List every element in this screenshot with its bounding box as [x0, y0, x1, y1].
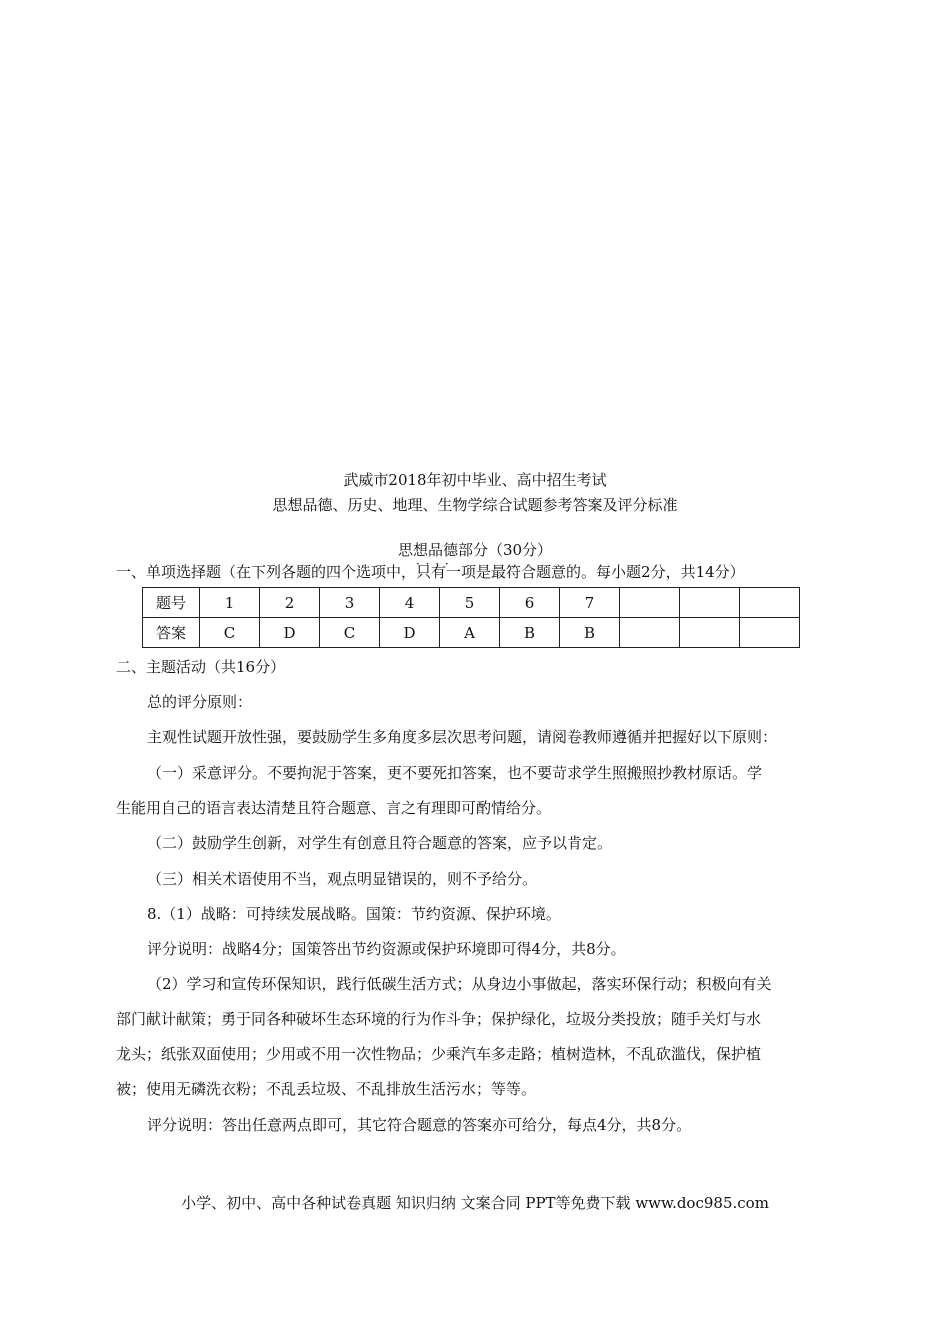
- table-row-answers: [143, 618, 800, 648]
- table-cell: D: [380, 618, 440, 648]
- rule-1-line-2: 生能用自己的语言表达清楚且符合题意、言之有理即可酌情给分。: [116, 799, 552, 817]
- part2-heading: 二、主题活动（共16分）: [116, 658, 286, 676]
- table-cell: [620, 588, 680, 618]
- part1-heading-pre: 一、单项选择题（在下列各题的四个选项中，: [116, 563, 417, 581]
- rule-2: （二）鼓励学生创新，对学生有创意且符合题意的答案，应予以肯定。: [147, 834, 613, 852]
- principles-intro: 主观性试题开放性强，要鼓励学生多角度多层次思考问题，请阅卷教师遵循并把握好以下原则：: [147, 728, 778, 746]
- table-cell: 2: [260, 588, 320, 618]
- question-8-2-score: 评分说明：答出任意两点即可，其它符合题意的答案亦可给分，每点4分，共8分。: [147, 1116, 692, 1134]
- table-cell: 6: [500, 588, 560, 618]
- part1-heading-post: 是最符合题意的。每小题2分，共14分）: [476, 563, 745, 581]
- table-cell: [680, 618, 740, 648]
- answer-table: [142, 587, 800, 648]
- row-label-answer: 答案: [143, 618, 200, 648]
- rule-3: （三）相关术语使用不当，观点明显错误的，则不予给分。: [147, 870, 538, 888]
- table-cell: C: [200, 618, 260, 648]
- question-8-1: 8.（1）战略：可持续发展战略。国策：节约资源、保护环境。: [147, 905, 561, 923]
- part1-heading: [116, 562, 745, 582]
- footer-text: 小学、初中、高中各种试卷真题 知识归纳 文案合同 PPT等免费下载 www.doc985.com: [181, 1194, 769, 1212]
- table-cell: 1: [200, 588, 260, 618]
- principles-title: 总的评分原则：: [147, 693, 253, 711]
- document-subtitle: 思想品德、历史、地理、生物学综合试题参考答案及评分标准: [272, 496, 678, 514]
- table-cell: B: [500, 618, 560, 648]
- row-label-number: 题号: [143, 588, 200, 618]
- table-cell: A: [440, 618, 500, 648]
- table-cell: [680, 588, 740, 618]
- table-cell: [620, 618, 680, 648]
- document-title: 武威市2018年初中毕业、高中招生考试: [343, 471, 607, 489]
- rule-1-line-1: （一）采意评分。不要拘泥于答案，更不要死扣答案，也不要苛求学生照搬照抄教材原话。学: [147, 764, 763, 782]
- question-8-1-score: 评分说明：战略4分；国策答出节约资源或保护环境即可得4分，共8分。: [147, 940, 626, 958]
- table-row-numbers: [143, 588, 800, 618]
- question-8-2-line-4: 被；使用无磷洗衣粉；不乱丢垃圾、不乱排放生活污水；等等。: [116, 1080, 537, 1098]
- question-8-2-line-1: （2）学习和宣传环保知识，践行低碳生活方式；从身边小事做起，落实环保行动；积极向有关: [147, 975, 772, 993]
- table-cell: [740, 618, 800, 648]
- question-8-2-line-3: 龙头；纸张双面使用；少用或不用一次性物品；少乘汽车多走路；植树造林，不乱砍滥伐，保护植: [116, 1045, 762, 1063]
- table-cell: 3: [320, 588, 380, 618]
- table-cell: 5: [440, 588, 500, 618]
- table-cell: [740, 588, 800, 618]
- section-title: 思想品德部分（30分）: [397, 541, 553, 559]
- question-8-2-line-2: 部门献计献策；勇于同各种破坏生态环境的行为作斗争；保护绿化，垃圾分类投放；随手关灯与水: [116, 1010, 762, 1028]
- part1-heading-emphasis: 只有一项 · · · ·: [416, 563, 476, 581]
- table-cell: C: [320, 618, 380, 648]
- table-cell: 4: [380, 588, 440, 618]
- table-cell: B: [560, 618, 620, 648]
- table-cell: D: [260, 618, 320, 648]
- table-cell: 7: [560, 588, 620, 618]
